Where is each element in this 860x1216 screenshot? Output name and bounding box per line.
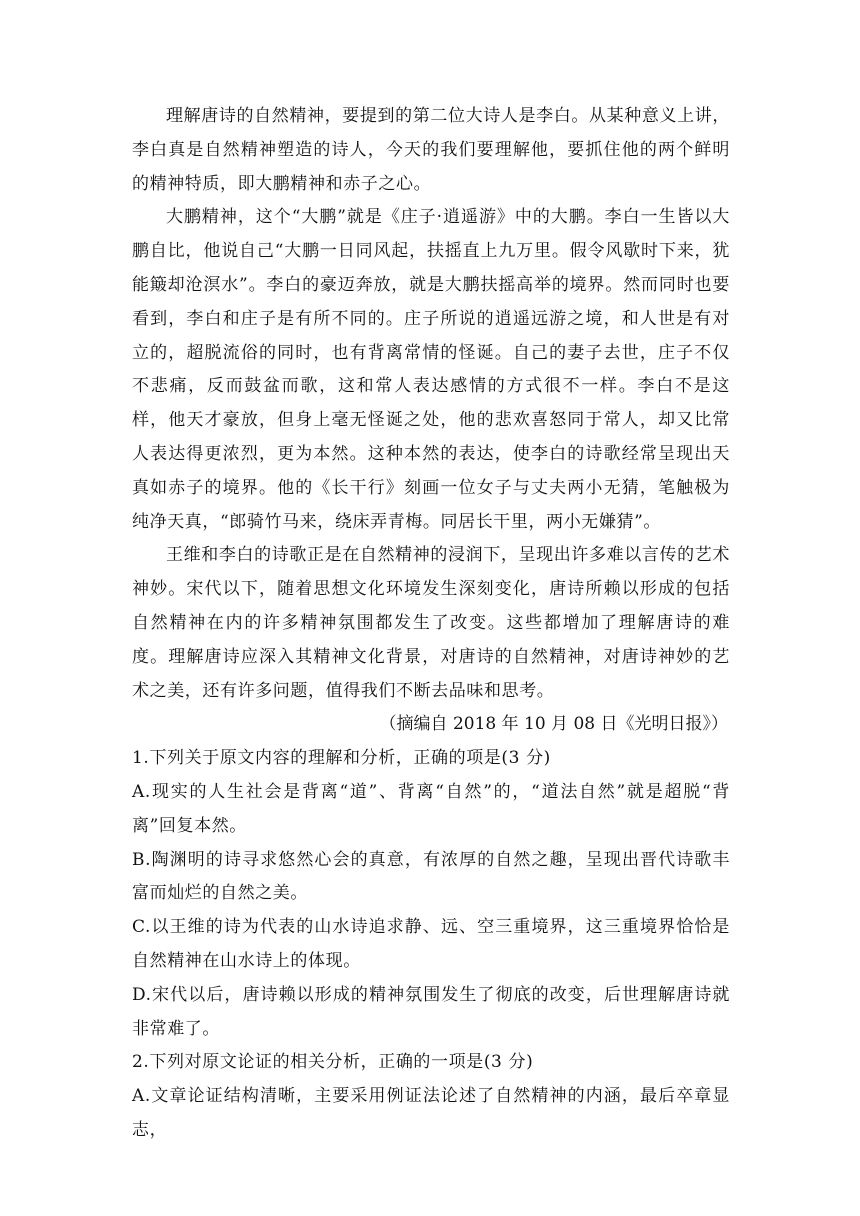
question-2 (132, 1046, 730, 1147)
article-paragraph-2: 大鹏精神，这个“大鹏”就是《庄子·逍遥游》中的大鹏。李白一生皆以大鹏自比，他说自己“大鹏一日同风起，扶摇直上九万里。假令风歇时下来，犹能簸却沧溟水”。李白的豪迈奔放，就是大鹏扶摇高举的境界。然而同时也要看到，李白和庄子是有所不同的。庄子所说的逍遥远游之境，和人世是有对立的，超脱流俗的同时，也有背离常情的怪诞。自己的妻子去世，庄子不仅不悲痛，反而鼓盆而歌，这和常人表达感情的方式很不一样。李白不是这样，他天才豪放，但身上毫无怪诞之处，他的悲欢喜怒同于常人，却又比常人表达得更浓烈，更为本然。这种本然的表达，使李白的诗歌经常呈现出天真如赤子的境界。他的《长干行》刻画一位女子与丈夫两小无猜，笔触极为纯净天真，“郎骑竹马来，绕床弄青梅。同居长干里，两小无嫌猜”。 (132, 207, 730, 532)
option-d: D.宋代以后，唐诗赖以形成的精神氛围发生了彻底的改变，后世理解唐诗就非常难了。 (132, 984, 730, 1039)
option-a: A.现实的人生社会是背离“道”、背离“自然”的，“道法自然”就是超脱“背离”回复本然。 (132, 781, 730, 836)
option-c: C.以王维的诗为代表的山水诗追求静、远、空三重境界，这三重境界恰恰是自然精神在山水诗上的体现。 (132, 917, 730, 971)
article-paragraph-1: 理解唐诗的自然精神，要提到的第二位大诗人是李白。从某种意义上讲，李白真是自然精神塑造的诗人，今天的我们要理解他，要抓住他的两个鲜明的精神特质，即大鹏精神和赤子之心。 (132, 106, 730, 194)
question-stem: 2.下列对原文论证的相关分析，正确的一项是(3 分) (132, 1052, 534, 1073)
article-source: （摘编自 2018 年 10 月 08 日《光明日报》） (379, 714, 728, 735)
option-a: A.文章论证结构清晰，主要采用例证法论述了自然精神的内涵，最后卒章显志， (132, 1086, 730, 1140)
question-stem: 1.下列关于原文内容的理解和分析，正确的项是(3 分) (132, 748, 551, 769)
option-b: B.陶渊明的诗寻求悠然心会的真意，有浓厚的自然之趣，呈现出晋代诗歌丰富而灿烂的自然之美。 (132, 849, 730, 904)
article-paragraph-3: 王维和李白的诗歌正是在自然精神的浸润下，呈现出许多难以言传的艺术神妙。宋代以下，随着思想文化环境发生深刻变化，唐诗所赖以形成的包括自然精神在内的许多精神氛围都发生了改变。这些都增加了理解唐诗的难度。理解唐诗应深入其精神文化背景，对唐诗的自然精神，对唐诗神妙的艺术之美，还有许多问题，值得我们不断去品味和思考。 (132, 545, 730, 701)
article (132, 100, 730, 742)
question-1 (132, 742, 730, 1046)
document-page (132, 100, 730, 1148)
